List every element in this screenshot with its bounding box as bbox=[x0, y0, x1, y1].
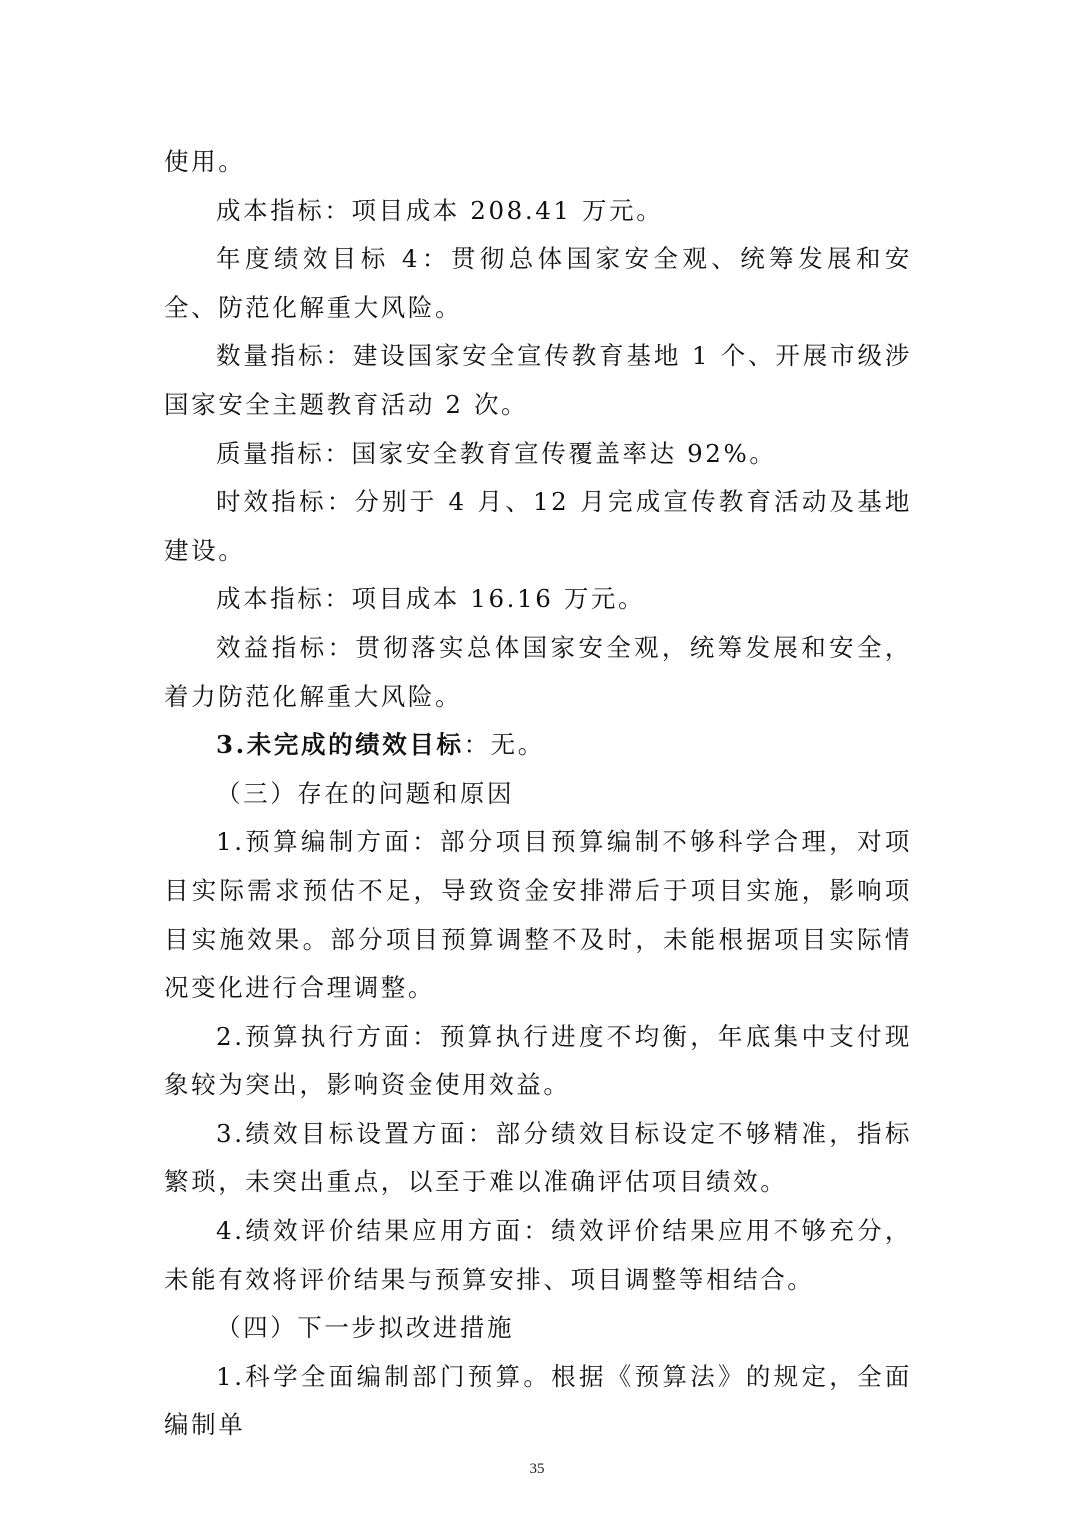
document-body bbox=[164, 138, 912, 1450]
page-number: 35 bbox=[529, 1461, 545, 1477]
problem-item: 2.预算执行方面：预算执行进度不均衡，年底集中支付现象较为突出，影响资金使用效益。 bbox=[164, 1021, 912, 1100]
section-heading-problems: （三）存在的问题和原因 bbox=[216, 778, 515, 808]
unfinished-goals-label: 3.未完成的绩效目标 bbox=[216, 730, 464, 760]
problem-item: 4.绩效评价结果应用方面：绩效评价结果应用不够充分，未能有效将评价结果与预算安排、项目调整等相结合。 bbox=[164, 1216, 912, 1294]
paragraph: 成本指标：项目成本 208.41 万元。 bbox=[216, 195, 664, 225]
problem-item: 3.绩效目标设置方面：部分绩效目标设定不够精准，指标繁琐，未突出重点，以至于难以准确评估项目绩效。 bbox=[164, 1118, 912, 1197]
paragraph: 成本指标：项目成本 16.16 万元。 bbox=[216, 584, 646, 614]
unfinished-goals-value: ：无。 bbox=[463, 730, 545, 760]
paragraph: 使用。 bbox=[164, 147, 246, 176]
problem-item: 1.预算编制方面：部分项目预算编制不够科学合理，对项目实际需求预估不足，导致资金安排滞后于项目实施，影响项目实施效果。部分项目预算调整不及时，未能根据项目实际情况变化进行合理调整。 bbox=[164, 827, 912, 1003]
paragraph: 质量指标：国家安全教育宣传覆盖率达 92%。 bbox=[216, 438, 777, 468]
unfinished-goals-paragraph bbox=[164, 721, 912, 770]
paragraph: 效益指标：贯彻落实总体国家安全观，统筹发展和安全，着力防范化解重大风险。 bbox=[164, 632, 912, 711]
paragraph: 年度绩效目标 4：贯彻总体国家安全观、统筹发展和安全、防范化解重大风险。 bbox=[164, 244, 912, 322]
paragraph: 数量指标：建设国家安全宣传教育基地 1 个、开展市级涉国家安全主题教育活动 2 次。 bbox=[164, 341, 912, 419]
paragraph: 时效指标：分别于 4 月、12 月完成宣传教育活动及基地建设。 bbox=[164, 487, 912, 565]
measure-item: 1.科学全面编制部门预算。根据《预算法》的规定，全面编制单 bbox=[164, 1361, 912, 1440]
section-heading-measures: （四）下一步拟改进措施 bbox=[216, 1313, 515, 1343]
